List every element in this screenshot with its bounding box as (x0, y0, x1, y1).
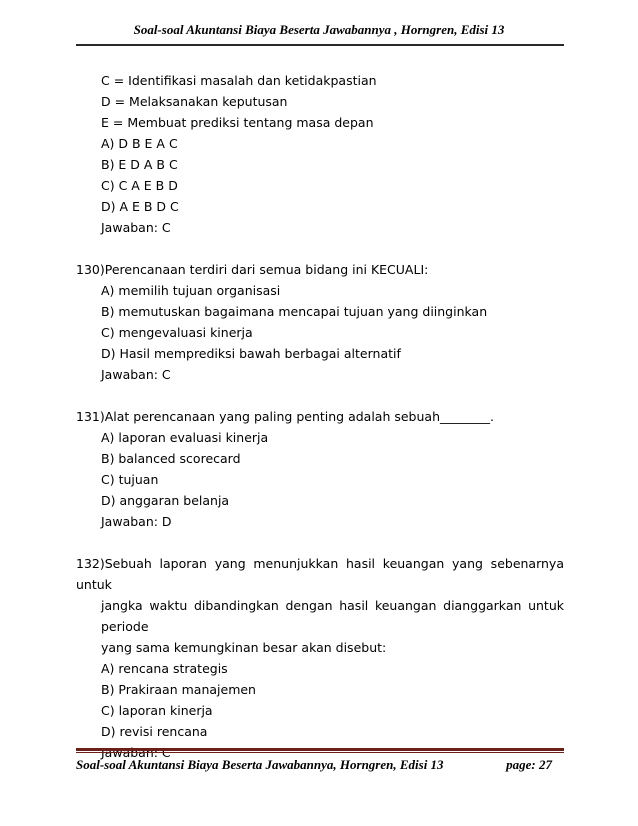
page-number: page: 27 (506, 757, 552, 772)
option-line: E = Membuat prediksi tentang masa depan (101, 115, 374, 130)
question-132-cont: jangka waktu dibandingkan dengan hasil keuangan dianggarkan untuk periode (101, 598, 564, 634)
option-line: A) rencana strategis (101, 661, 228, 676)
question-131: 131)Alat perencanaan yang paling penting adalah sebuah________. (76, 409, 494, 424)
option-line: C) mengevaluasi kinerja (101, 325, 253, 340)
option-line: B) Prakiraan manajemen (101, 682, 256, 697)
option-line: C = Identifikasi masalah dan ketidakpastian (101, 73, 377, 88)
answer-line: Jawaban: C (101, 220, 171, 235)
answer-line: Jawaban: C (101, 745, 171, 760)
document-body (76, 70, 564, 763)
answer-line: Jawaban: D (101, 514, 172, 529)
option-line: B) balanced scorecard (101, 451, 241, 466)
footer-divider-thin (76, 752, 564, 753)
header-divider (76, 44, 564, 46)
option-line: A) memilih tujuan organisasi (101, 283, 281, 298)
page-header: Soal-soal Akuntansi Biaya Beserta Jawabannya , Horngren, Edisi 13 (133, 22, 505, 37)
question-130: 130)Perencanaan terdiri dari semua bidang ini KECUALI: (76, 262, 429, 277)
option-line: B) E D A B C (101, 157, 178, 172)
option-line: D) A E B D C (101, 199, 179, 214)
answer-line: Jawaban: C (101, 367, 171, 382)
option-line: D = Melaksanakan keputusan (101, 94, 288, 109)
option-line: C) laporan kinerja (101, 703, 213, 718)
option-line: C) C A E B D (101, 178, 178, 193)
option-line: A) laporan evaluasi kinerja (101, 430, 269, 445)
option-line: B) memutuskan bagaimana mencapai tujuan yang diinginkan (101, 304, 488, 319)
option-line: D) anggaran belanja (101, 493, 230, 508)
option-line: D) Hasil memprediksi bawah berbagai alternatif (101, 346, 401, 361)
question-132: 132)Sebuah laporan yang menunjukkan hasil keuangan yang sebenarnya untuk (76, 556, 564, 592)
option-line: D) revisi rencana (101, 724, 208, 739)
option-line: C) tujuan (101, 472, 159, 487)
footer-divider (76, 748, 564, 751)
footer-title: Soal-soal Akuntansi Biaya Beserta Jawabannya, Horngren, Edisi 13 (76, 757, 444, 772)
option-line: A) D B E A C (101, 136, 178, 151)
question-132-cont: yang sama kemungkinan besar akan disebut: (101, 640, 387, 655)
